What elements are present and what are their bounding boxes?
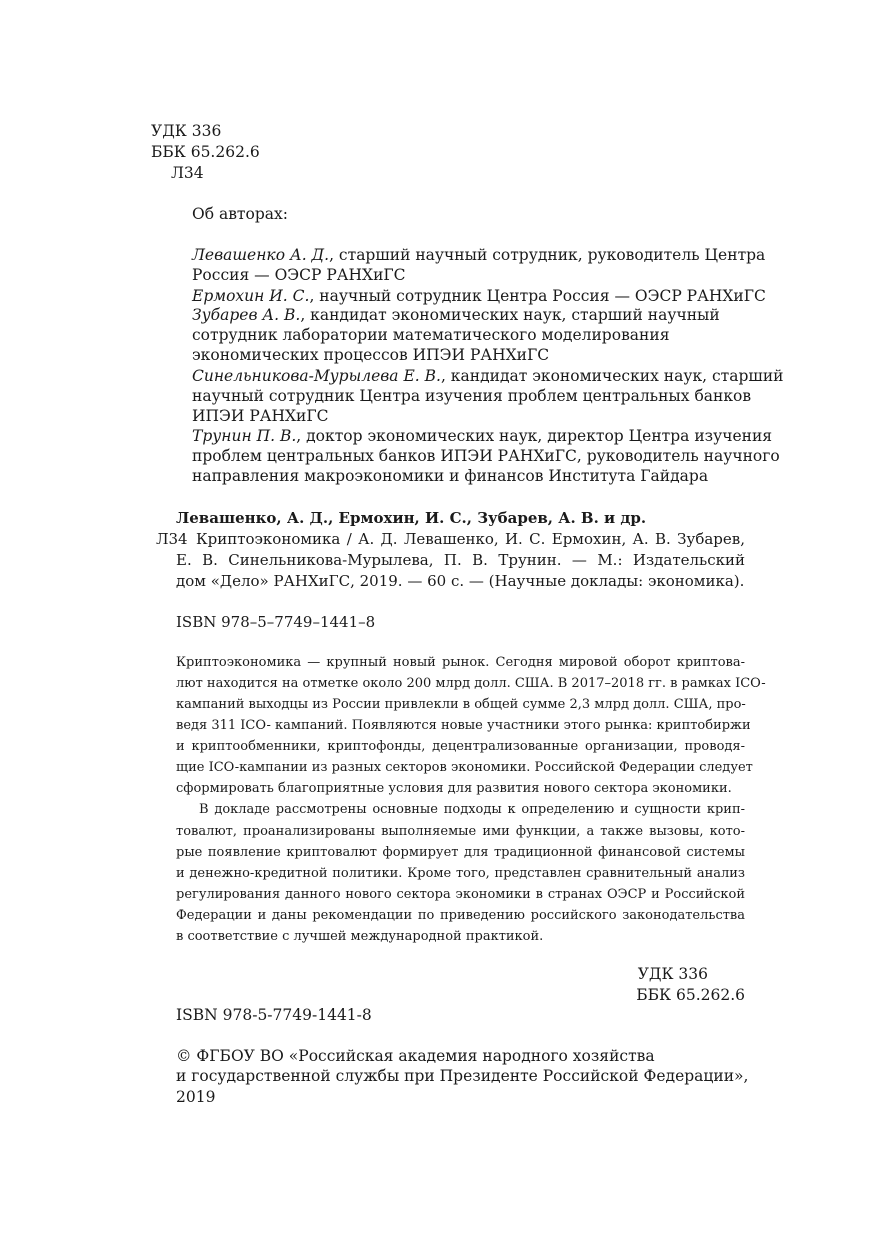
author-name: Трунин П. В. [192,427,297,445]
bibliographic-line: Криптоэкономика / А. Д. Левашенко, И. С. Ермохин, А. В. Зубарев, [196,530,745,548]
bibliographic-authors: Левашенко, А. Д., Ермохин, И. С., Зубарев, А. В. и др. [176,509,647,527]
abstract-line: и денежно-кредитной политики. Кроме того, представлен сравнительный анализ [176,866,745,881]
isbn-hyphen: ISBN 978-5-7749-1441-8 [176,1006,372,1024]
author-entry-line: Россия — ОЭСР РАНХиГС [192,266,406,284]
author-name: Левашенко А. Д. [192,246,330,264]
author-entry: Зубарев А. В., кандидат экономических наук, старший научный [192,306,720,324]
abstract-line: регулирования данного нового сектора экономики в странах ОЭСР и Российской [176,887,745,902]
abstract-line: сформировать благоприятные условия для развития нового сектора экономики. [176,781,732,796]
authors-heading: Об авторах: [192,205,288,223]
abstract-line: ведя 311 ICO- кампаний. Появляются новые участники этого рынка: криптобиржи [176,718,751,733]
author-entry: Трунин П. В., доктор экономических наук, директор Центра изучения [192,427,773,445]
author-name: Ермохин И. С. [192,287,310,305]
abstract-line: Криптоэкономика — крупный новый рынок. Сегодня мировой оборот криптова- [176,655,745,670]
abstract-line: товалют, проанализированы выполняемые ими функции, а также вызовы, кото- [176,824,745,839]
author-entry-line: научный сотрудник Центра изучения проблем центральных банков [192,387,752,405]
copyright-line: и государственной службы при Президенте Российской Федерации», [176,1067,749,1085]
abstract-line: и криптообменники, криптофонды, децентрализованные организации, проводя- [176,739,745,754]
footer-bbk-code: ББК 65.262.6 [636,986,745,1004]
author-entry-line: сотрудник лаборатории математического моделирования [192,326,670,344]
author-entry-line: ИПЭИ РАНХиГС [192,407,329,425]
author-entry-line: направления макроэкономики и финансов Института Гайдара [192,467,709,485]
udk-code: УДК 336 [151,122,222,140]
author-entry: Левашенко А. Д., старший научный сотрудник, руководитель Центра [192,246,766,264]
abstract-line: рые появление криптовалют формирует для традиционной финансовой системы [176,845,745,860]
bibliographic-line: Е. В. Синельникова-Мурылева, П. В. Трунин. — М.: Издательский [176,551,745,569]
author-entry-line: проблем центральных банков ИПЭИ РАНХиГС, руководитель научного [192,447,780,465]
bibliographic-line: дом «Дело» РАНХиГС, 2019. — 60 с. — (Научные доклады: экономика). [176,572,745,590]
copyright-year: 2019 [176,1088,216,1106]
author-entry: Ермохин И. С., научный сотрудник Центра Россия — ОЭСР РАНХиГС [192,287,766,305]
bbk-code: ББК 65.262.6 [151,143,260,161]
abstract-line: В докладе рассмотрены основные подходы к определению и сущности крип- [199,802,745,817]
author-name: Синельникова-Мурылева Е. В. [192,367,441,385]
footer-udk-code: УДК 336 [637,965,708,983]
bibliographic-mark: Л34 [156,530,188,548]
copyright-line: © ФГБОУ ВО «Российская академия народного хозяйства [176,1047,655,1065]
abstract-line: Федерации и даны рекомендации по приведению российского законодательства [176,908,745,923]
author-name: Зубарев А. В. [192,306,301,324]
author-mark: Л34 [171,164,204,182]
isbn-dash: ISBN 978–5–7749–1441–8 [176,613,376,631]
abstract-line: кампаний выходцы из России привлекли в общей сумме 2,3 млрд долл. США, про- [176,697,746,712]
abstract-line: лют находится на отметке около 200 млрд долл. США. В 2017–2018 гг. в рамках ICO- [176,676,766,691]
author-entry: Синельникова-Мурылева Е. В., кандидат экономических наук, старший [192,367,784,385]
abstract-line: в соответствие с лучшей международной практикой. [176,929,544,944]
abstract-line: щие ICO-кампании из разных секторов экономики. Российской Федерации следует [176,760,753,775]
author-entry-line: экономических процессов ИПЭИ РАНХиГС [192,346,550,364]
